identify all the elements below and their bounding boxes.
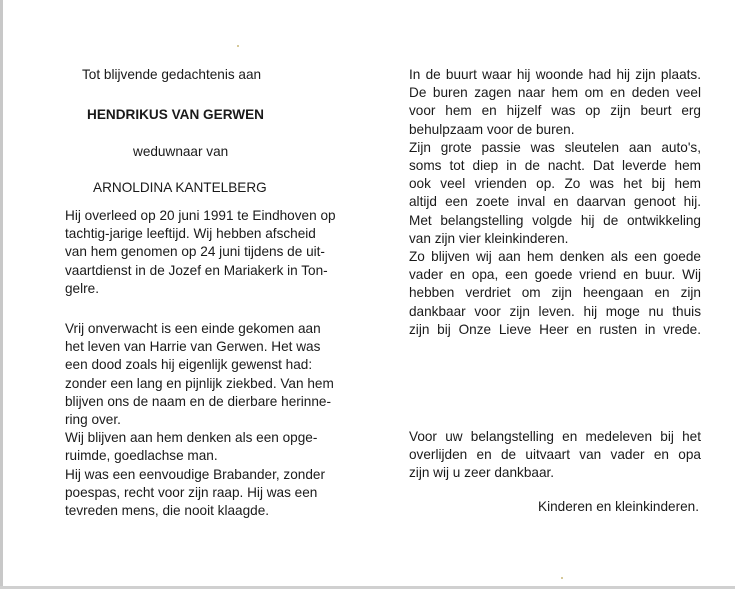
text-line: In de buurt waar hij woonde had hij zijn plaats. (409, 67, 701, 82)
text-line: zijn wij u zeer dankbaar. (409, 465, 555, 481)
paragraph-thanks (409, 428, 701, 483)
text-line: ook veel vrienden op. Zo was het bij hem (409, 176, 701, 192)
text-line: vader en opa, een goede vriend en buur. Wij (409, 267, 701, 283)
widower-line: weduwnaar van (133, 144, 229, 159)
text-line: tevreden mens, die nooit klaagde. (65, 503, 270, 519)
text-line: poespas, recht voor zijn raap. Hij was een (65, 484, 318, 500)
scan-speck (237, 45, 239, 47)
paragraph-death-notice (65, 207, 336, 298)
text-line: Hij was een eenvoudige Brabander, zonder (65, 466, 325, 482)
intro-line: Tot blijvende gedachtenis aan (82, 67, 262, 82)
text-line: van zijn vier kleinkinderen. (409, 230, 569, 246)
text-line: soms tot diep in de nacht. Dat leverde hem (409, 158, 701, 174)
text-line: tachtig-jarige leeftijd. Wij hebben afscheid (65, 226, 316, 242)
text-line: De buren zagen naar hem om en deden veel (409, 85, 701, 101)
deceased-name: HENDRIKUS VAN GERWEN (87, 107, 264, 122)
text-line: een dood zoals hij eigenlijk gewenst had: (65, 357, 313, 373)
text-line: zonder een lang en pijnlijk ziekbed. Van hem (65, 375, 334, 391)
text-line: vaartdienst in de Jozef en Mariakerk in Ton- (65, 262, 328, 278)
text-line: dankbaar voor zijn leven. hij moge nu thuis (409, 303, 701, 319)
scan-edge-left (0, 0, 3, 589)
text-line: ruimde, goedlachse man. (65, 448, 218, 464)
text-line: Voor uw belangstelling en medeleven bij het (409, 429, 701, 444)
text-line: van hem genomen op 24 juni tijdens de uit- (65, 244, 325, 260)
signature: Kinderen en kleinkinderen. (538, 499, 699, 514)
text-line: hebben verdriet om zijn heengaan en zijn (409, 285, 701, 301)
text-line: Vrij onverwacht is een einde gekomen aan (65, 321, 321, 336)
paragraph-life-memories (65, 320, 334, 520)
text-line: zijn bij Onze Lieve Heer en rusten in vrede. (409, 321, 701, 337)
spouse-name: ARNOLDINA KANTELBERG (93, 180, 267, 195)
text-line: voor hem en hijzelf was op zijn beurt erg (409, 103, 701, 119)
paragraph-neighbourhood (409, 66, 701, 339)
text-line: ring over. (65, 412, 121, 428)
text-line: gelre. (65, 280, 100, 296)
text-line: overlijden en de uitvaart van vader en opa (409, 447, 701, 463)
text-line: Wij blijven aan hem denken als een opge- (65, 430, 318, 446)
text-line: altijd een zoete inval en daarvan genoot hij. (409, 194, 701, 210)
text-line: Hij overleed op 20 juni 1991 te Eindhoven op (65, 208, 336, 223)
text-line: behulpzaam voor de buren. (409, 121, 575, 137)
scan-speck (561, 577, 563, 579)
text-line: Met belangstelling volgde hij de ontwikkeling (409, 212, 701, 228)
text-line: Zijn grote passie was sleutelen aan auto's, (409, 139, 701, 155)
text-line: Zo blijven wij aan hem denken als een goede (409, 249, 701, 265)
text-line: blijven ons de naam en de dierbare herinne- (65, 393, 332, 409)
text-line: het leven van Harrie van Gerwen. Het was (65, 339, 321, 355)
